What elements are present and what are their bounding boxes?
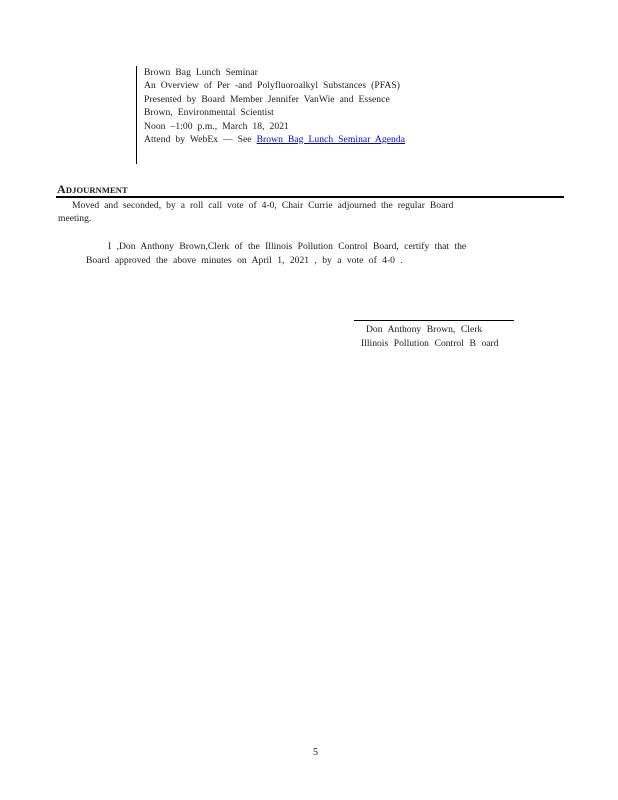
signature-line (354, 320, 514, 321)
adjournment-heading (57, 182, 128, 197)
attend-prefix: Attend by WebEx — See (144, 134, 257, 146)
seminar-agenda-link[interactable]: Brown Bag Lunch Seminar Agenda (256, 134, 406, 146)
adjournment-heading-rest: DJOURNMENT (65, 185, 128, 195)
adjournment-heading-cap: A (57, 182, 66, 196)
adjournment-paragraph-line2: meeting. (58, 213, 92, 224)
seminar-attend-line (144, 133, 456, 146)
seminar-presenters-cont: Brown, Environmental Scientist (144, 107, 274, 119)
seminar-time: Noon –1:00 p.m., March 18, 2021 (144, 120, 289, 132)
seminar-presenters: Presented by Board Member Jennifer VanWie and Essence (144, 93, 390, 105)
signature-name: Don Anthony Brown, Clerk (366, 324, 483, 335)
adjournment-paragraph-line1: Moved and seconded, by a roll call vote of 4-0, Chair Currie adjourned the regular Board (72, 200, 454, 211)
certification-line1: I ,Don Anthony Brown,Clerk of the Illinois Pollution Control Board, certify that the (108, 241, 467, 252)
seminar-topic: An Overview of Per -and Polyfluoroalkyl Substances (PFAS) (144, 80, 400, 92)
seminar-info-block (136, 66, 456, 164)
seminar-title: Brown Bag Lunch Seminar (144, 67, 258, 78)
page-number: 5 (313, 747, 318, 758)
signature-org: Illinois Pollution Control B oard (361, 338, 499, 349)
section-divider (56, 196, 564, 198)
certification-line2: Board approved the above minutes on April 1, 2021 , by a vote of 4-0 . (86, 255, 403, 266)
